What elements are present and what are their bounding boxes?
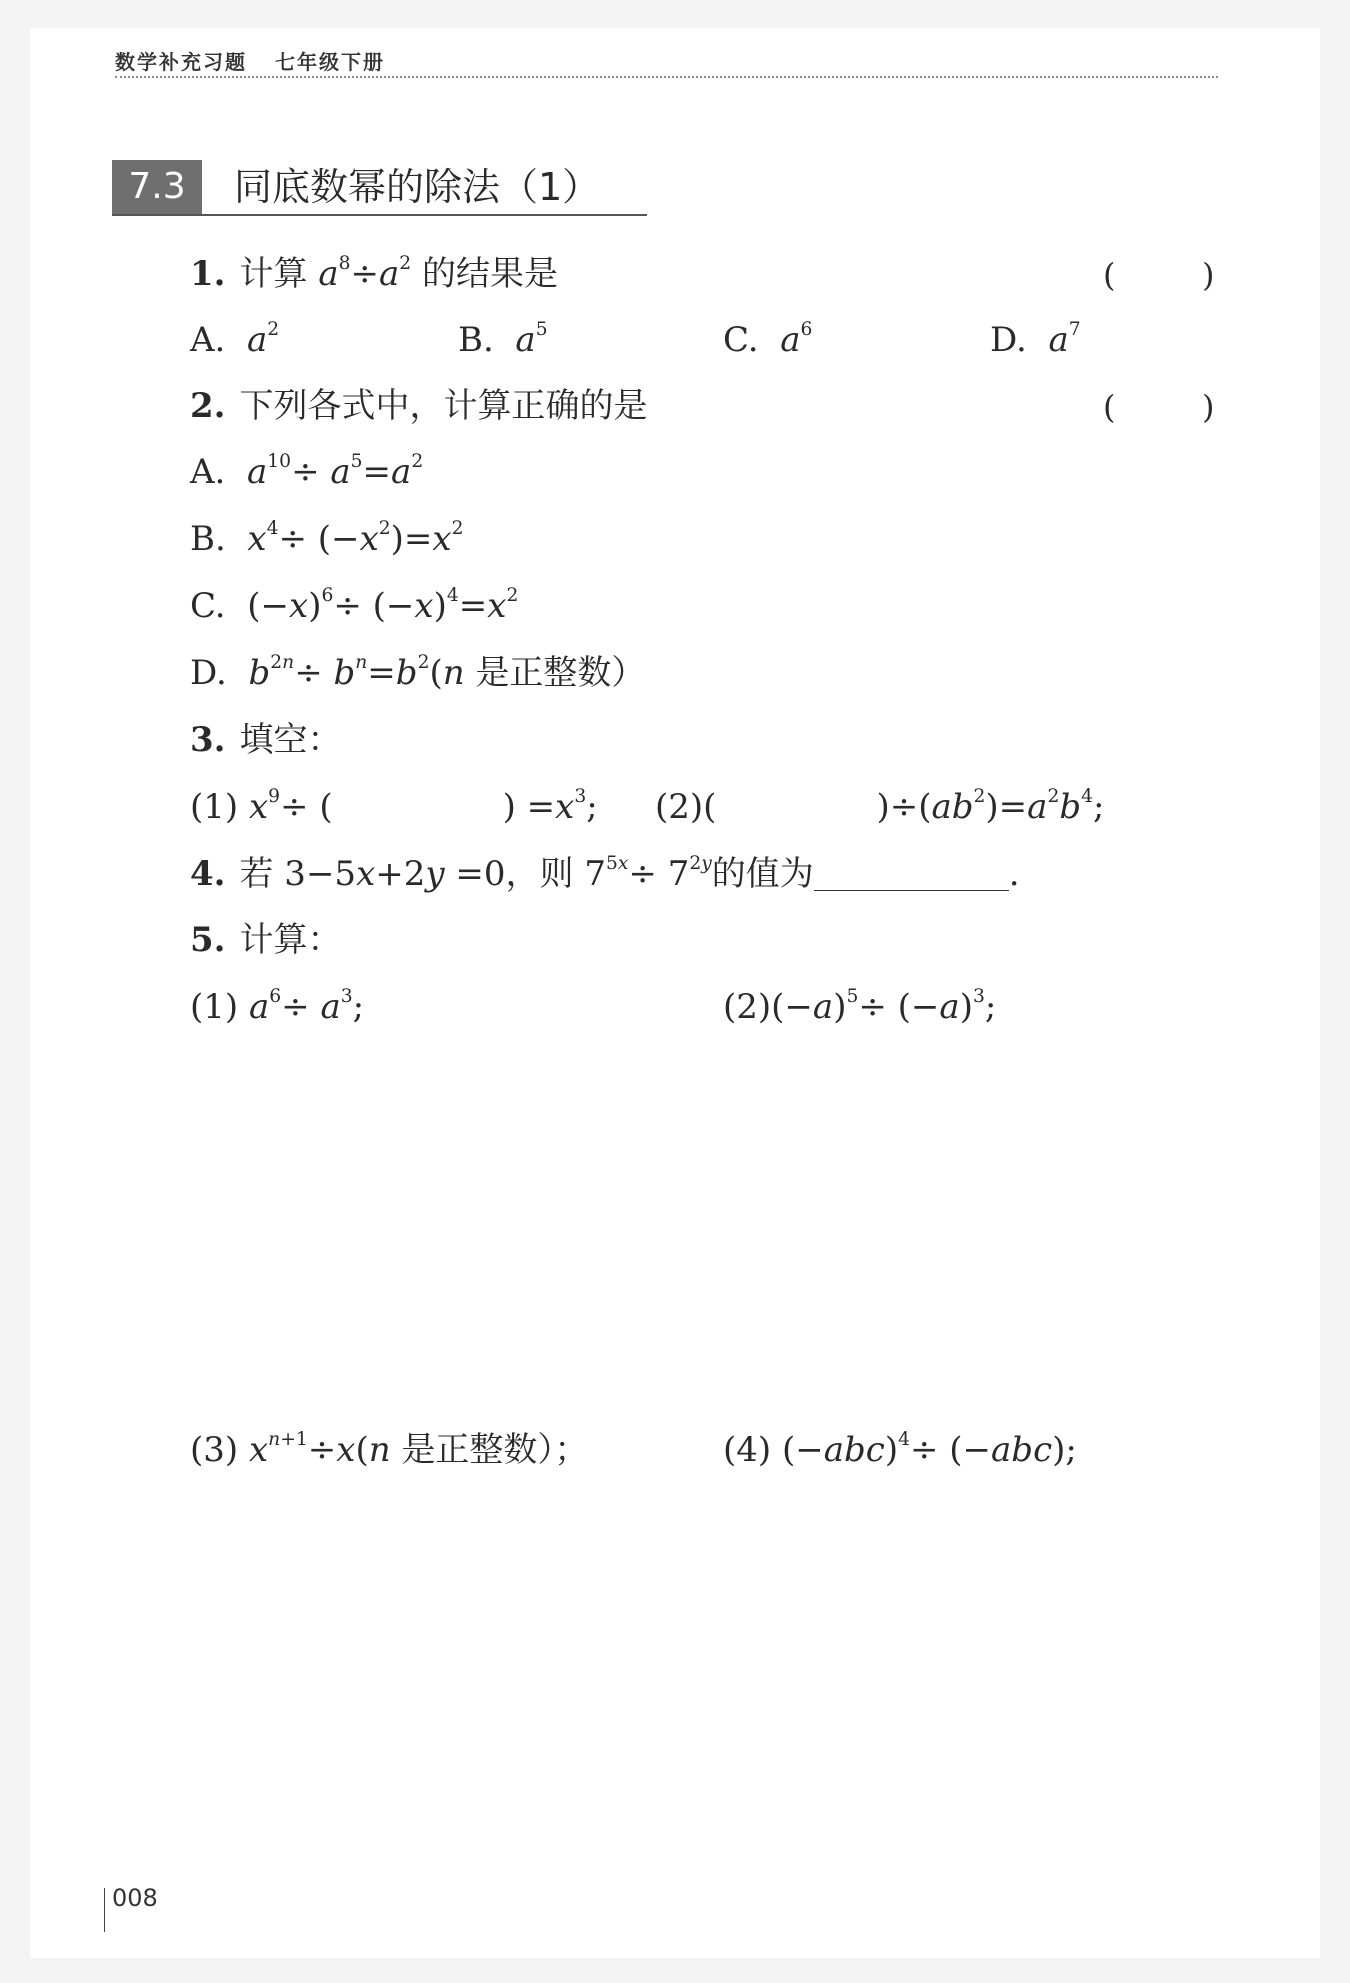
page-number: 008 — [112, 1884, 158, 1912]
q3-part-2: (2)( )$\div(ab^2)=a^2b^4$; — [655, 786, 1105, 827]
q5-part-2: $(2)(-a)^5\div (-a)^3$; — [723, 986, 997, 1027]
option-base: a — [515, 320, 536, 360]
question-text: 的结果是 — [421, 254, 558, 294]
question-number: 1. — [190, 254, 226, 294]
question-number: 3. — [190, 720, 226, 760]
question-4: 4. 若 3−5x+2y =0，则 $7^{5x}\div 7^{2y}$的值为 . — [190, 853, 1020, 894]
option-label: A. — [190, 452, 226, 492]
option-label: B. — [190, 519, 226, 559]
option-exp: 7 — [1068, 319, 1081, 341]
question-2 — [190, 384, 648, 428]
answer-bracket-open: ( — [1103, 388, 1116, 426]
book-title: 数学补充习题 — [115, 50, 247, 74]
option-c — [723, 318, 812, 362]
option-label: D. — [190, 653, 227, 693]
option-d — [990, 318, 1081, 362]
option-a — [190, 318, 279, 362]
question-text: 的值为 — [711, 854, 814, 894]
option-b — [458, 318, 548, 362]
running-header — [115, 46, 385, 75]
option-label: A. — [190, 320, 226, 360]
question-1: 1. 计算 $a^8\div a^2$ 的结果是 — [190, 253, 558, 294]
answer-bracket-close: ) — [1202, 388, 1215, 426]
section-underline — [112, 214, 647, 216]
option-exp: 6 — [800, 319, 813, 341]
option-base: a — [1048, 320, 1069, 360]
q2-option-b: B. $x^4\div (-x^2)=x^2$ — [190, 518, 464, 559]
page-number-bar — [104, 1888, 105, 1932]
question-text: 计算： — [239, 920, 342, 960]
section-number: 7.3 — [112, 160, 202, 214]
q5-part-1: (1) $a^6\div a^3$; — [190, 986, 365, 1027]
q2-option-c: C. $(-x)^6\div (-x)^4=x^2$ — [190, 585, 519, 626]
option-label: C. — [723, 320, 759, 360]
option-base: a — [780, 320, 801, 360]
answer-blank[interactable] — [814, 858, 1009, 891]
question-number: 2. — [190, 386, 226, 426]
q2-option-d: D. $b^{2n}\div b^n=b^2(n$ 是正整数） — [190, 652, 646, 693]
q2-option-a: A. $a^{10}\div a^5=a^2$ — [190, 451, 424, 492]
question-number: 5. — [190, 920, 226, 960]
answer-bracket-close: ) — [1202, 256, 1215, 294]
header-divider — [115, 76, 1218, 78]
option-note: 是正整数） — [475, 653, 646, 693]
question-5 — [190, 918, 342, 962]
q5-part-4: (4) $(-abc)^4\div (-abc)$; — [723, 1429, 1077, 1470]
question-number: 4. — [190, 854, 226, 894]
option-label: C. — [190, 586, 226, 626]
question-3 — [190, 718, 342, 762]
question-text: 若 3−5 — [239, 854, 357, 894]
question-text: 计算 — [239, 254, 308, 294]
question-end: . — [1008, 854, 1020, 894]
part-note: 是正整数）； — [401, 1430, 589, 1470]
option-exp: 2 — [267, 319, 280, 341]
option-label: D. — [990, 320, 1027, 360]
section-title: 同底数幂的除法（1） — [234, 165, 601, 209]
option-label: B. — [458, 320, 494, 360]
option-exp: 5 — [535, 319, 548, 341]
question-text: 下列各式中，计算正确的是 — [239, 386, 648, 426]
question-text: 填空： — [239, 720, 342, 760]
answer-bracket-open: ( — [1103, 256, 1116, 294]
option-base: a — [247, 320, 268, 360]
grade-label: 七年级下册 — [275, 50, 385, 74]
q5-part-3: (3) $x^{n+1}\div x(n$ 是正整数）； — [190, 1429, 589, 1470]
q3-part-1: (1) $x^9\div$ ( ) $=x^3$; — [190, 786, 598, 827]
